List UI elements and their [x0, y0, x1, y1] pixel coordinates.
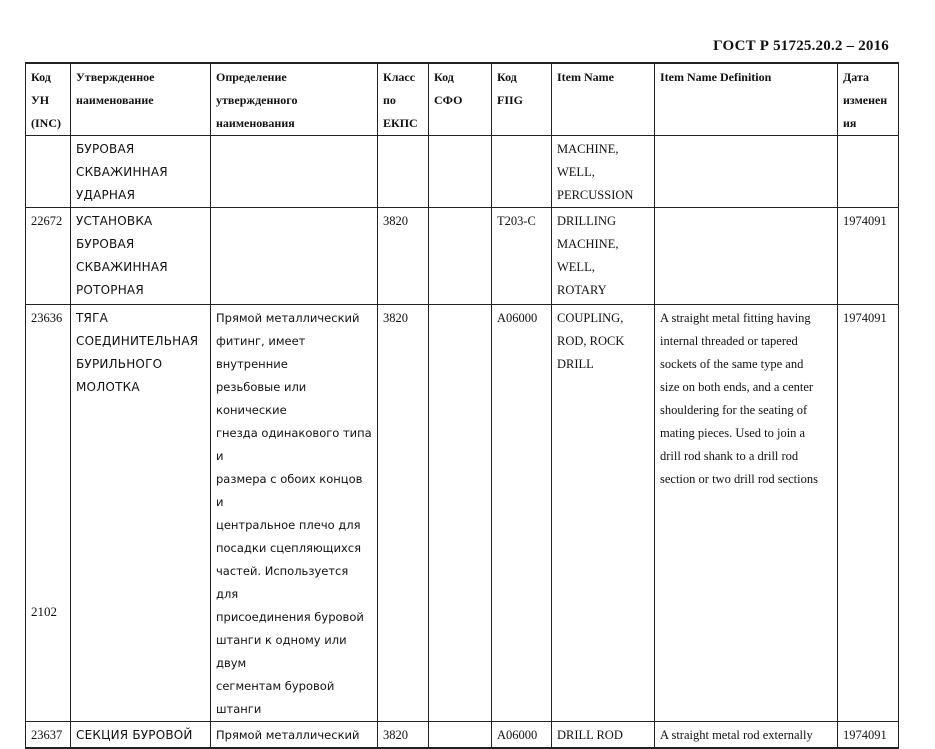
- header-row: [26, 63, 899, 136]
- cell-item-definition: [655, 136, 838, 208]
- table-row: [26, 305, 899, 722]
- cell-class-ekps: 3820: [378, 305, 429, 722]
- cell-approved-name: БУРОВАЯ СКВАЖИННАЯ УДАРНАЯ: [71, 136, 211, 208]
- cell-item-definition: A straight metal fitting having internal threaded or tapered sockets of the same type and size on both ends, and a center shouldering for the seating of mating pieces. Used to join a drill rod shank to a drill rod section or two drill rod sections: [655, 305, 838, 722]
- cell-approved-name: УСТАНОВКА БУРОВАЯ СКВАЖИННАЯ РОТОРНАЯ: [71, 208, 211, 305]
- table-row: [26, 208, 899, 305]
- cell-definition: [211, 208, 378, 305]
- header-definition: Определение утвержденного наименования: [211, 63, 378, 136]
- cell-class-ekps: 3820: [378, 208, 429, 305]
- cell-inc: 22672: [26, 208, 71, 305]
- cell-code-fiig: A06000: [492, 305, 552, 722]
- cell-code-fiig: T203-C: [492, 208, 552, 305]
- cell-definition: [211, 136, 378, 208]
- header-item-definition: Item Name Definition: [655, 63, 838, 136]
- cell-approved-name: ТЯГА СОЕДИНИТЕЛЬНАЯ БУРИЛЬНОГО МОЛОТКА: [71, 305, 211, 722]
- header-item-name: Item Name: [552, 63, 655, 136]
- header-code-fiig: Код FIIG: [492, 63, 552, 136]
- catalog-table: [25, 62, 899, 749]
- cell-inc: 23637: [26, 722, 71, 749]
- header-inc: Код УН (INC): [26, 63, 71, 136]
- cell-date: [838, 136, 899, 208]
- cell-item-name: DRILL ROD: [552, 722, 655, 749]
- table-row: [26, 136, 899, 208]
- cell-code-sfo: [429, 305, 492, 722]
- cell-date: 1974091: [838, 208, 899, 305]
- cell-definition: Прямой металлический: [211, 722, 378, 749]
- cell-date: 1974091: [838, 305, 899, 722]
- header-date: Дата изменен ия: [838, 63, 899, 136]
- cell-code-sfo: [429, 722, 492, 749]
- cell-item-name: MACHINE, WELL, PERCUSSION: [552, 136, 655, 208]
- cell-inc: 23636: [26, 305, 71, 722]
- cell-item-name: DRILLING MACHINE, WELL, ROTARY: [552, 208, 655, 305]
- cell-code-fiig: [492, 136, 552, 208]
- cell-approved-name: СЕКЦИЯ БУРОВОЙ: [71, 722, 211, 749]
- cell-date: 1974091: [838, 722, 899, 749]
- cell-code-sfo: [429, 136, 492, 208]
- cell-class-ekps: 3820: [378, 722, 429, 749]
- page-number: 2102: [31, 604, 57, 619]
- cell-definition: Прямой металлический фитинг, имеет внутренние резьбовые или конические гнезда одинакового типа и размера с обоих концов и центральное плечо для посадки сцепляющихся частей. Используется для присоединения буровой штанги к одному или двум сегментам буровой штанги: [211, 305, 378, 722]
- cell-class-ekps: [378, 136, 429, 208]
- header-approved-name: Утвержденное наименование: [71, 63, 211, 136]
- header-code-sfo: Код СФО: [429, 63, 492, 136]
- cell-code-fiig: A06000: [492, 722, 552, 749]
- header-class-ekps: Класс по ЕКПС: [378, 63, 429, 136]
- cell-item-definition: [655, 208, 838, 305]
- cell-code-sfo: [429, 208, 492, 305]
- cell-item-name: COUPLING, ROD, ROCK DRILL: [552, 305, 655, 722]
- cell-item-definition: A straight metal rod externally: [655, 722, 838, 749]
- table-row: [26, 722, 899, 749]
- standard-code: ГОСТ Р 51725.20.2 – 2016: [713, 38, 889, 54]
- cell-inc: [26, 136, 71, 208]
